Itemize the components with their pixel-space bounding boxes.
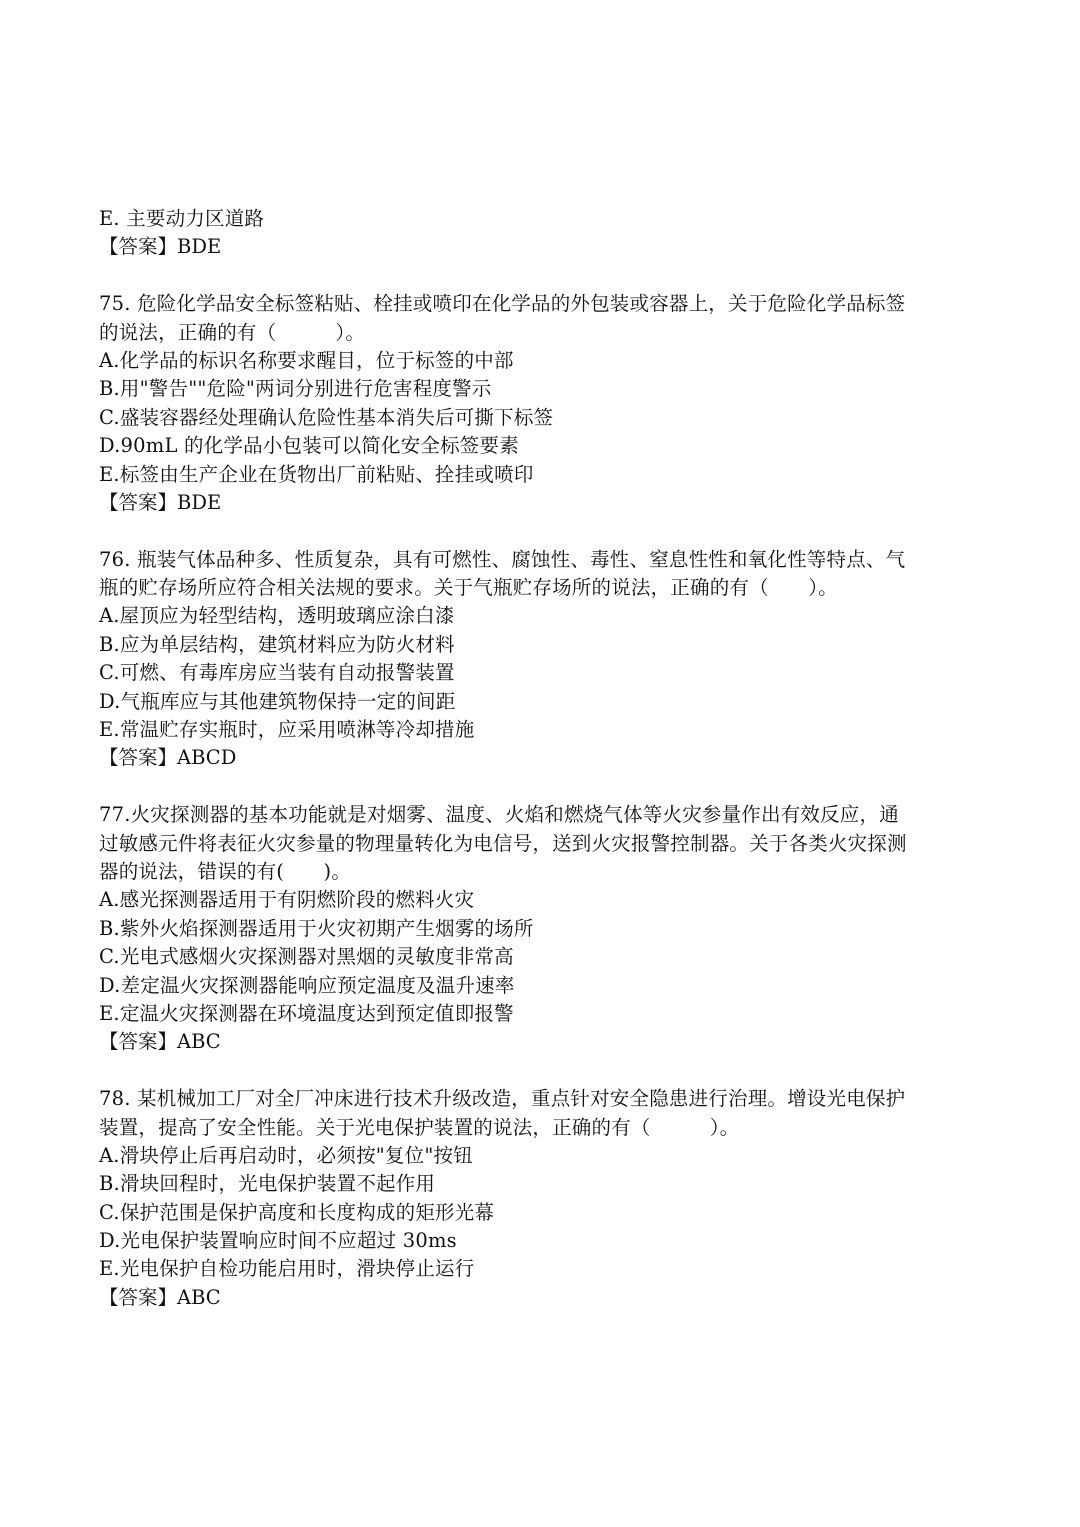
option-c: C.盛装容器经处理确认危险性基本消失后可撕下标签 <box>99 405 554 429</box>
option-a: A.滑块停止后再启动时，必须按"复位"按钮 <box>99 1143 473 1167</box>
option-d: D.差定温火灾探测器能响应预定温度及温升速率 <box>99 973 515 997</box>
option-e: E.定温火灾探测器在环境温度达到预定值即报警 <box>99 1001 514 1025</box>
option-e: E.标签由生产企业在货物出厂前粘贴、拴挂或喷印 <box>99 462 534 486</box>
spacer <box>99 773 984 801</box>
option-d: D.气瓶库应与其他建筑物保持一定的间距 <box>99 689 456 713</box>
spacer <box>99 262 984 290</box>
question-stem-line: 的说法，正确的有（ ）。 <box>99 320 366 344</box>
option-d: D.90mL 的化学品小包装可以简化安全标签要素 <box>99 434 519 458</box>
answer: 【答案】ABC <box>99 1030 221 1054</box>
option-b: B.应为单层结构，建筑材料应为防火材料 <box>99 632 455 656</box>
option-e: E. 主要动力区道路 <box>99 207 265 230</box>
option-c: C.可燃、有毒库房应当装有自动报警装置 <box>99 661 455 685</box>
question-stem-line: 76. 瓶装气体品种多、性质复杂，具有可燃性、腐蚀性、毒性、窒息性性和氧化性等特点、气 <box>99 547 906 571</box>
question-75 <box>99 290 984 517</box>
question-stem-line: 瓶的贮存场所应符合相关法规的要求。关于气瓶贮存场所的说法，正确的有（ ）。 <box>99 576 838 600</box>
document-page <box>99 205 984 1312</box>
question-stem-line: 75. 危险化学品安全标签粘贴、栓挂或喷印在化学品的外包装或容器上，关于危险化学品标签 <box>99 292 906 316</box>
option-e: E.光电保护自检功能启用时，滑块停止运行 <box>99 1257 475 1281</box>
question-stem-line: 78. 某机械加工厂对全厂冲床进行技术升级改造，重点针对安全隐患进行治理。增设光电保护 <box>99 1087 906 1111</box>
question-78 <box>99 1085 984 1312</box>
question-stem-line: 器的说法，错误的有( )。 <box>99 859 352 883</box>
spacer <box>99 517 984 545</box>
answer: 【答案】BDE <box>99 490 222 514</box>
option-b: B.紫外火焰探测器适用于火灾初期产生烟雾的场所 <box>99 916 534 940</box>
question-stem-line: 过敏感元件将表征火灾参量的物理量转化为电信号，送到火灾报警控制器。关于各类火灾探测 <box>99 831 907 855</box>
option-c: C.光电式感烟火灾探测器对黑烟的灵敏度非常高 <box>99 945 514 969</box>
option-e: E.常温贮存实瓶时，应采用喷淋等冷却措施 <box>99 718 475 742</box>
question-stem-line: 装置，提高了安全性能。关于光电保护装置的说法，正确的有（ ）。 <box>99 1115 740 1139</box>
answer: 【答案】ABC <box>99 1285 221 1309</box>
option-d: D.光电保护装置响应时间不应超过 30ms <box>99 1229 457 1253</box>
question-76 <box>99 546 984 773</box>
answer: 【答案】ABCD <box>99 746 237 770</box>
question-77 <box>99 801 984 1057</box>
option-a: A.感光探测器适用于有阴燃阶段的燃料火灾 <box>99 888 475 912</box>
answer: 【答案】BDE <box>99 235 222 259</box>
option-a: A.化学品的标识名称要求醒目，位于标签的中部 <box>99 348 514 372</box>
option-a: A.屋顶应为轻型结构，透明玻璃应涂白漆 <box>99 604 455 628</box>
option-b: B.用"警告""危险"两词分别进行危害程度警示 <box>99 377 492 401</box>
option-c: C.保护范围是保护高度和长度构成的矩形光幕 <box>99 1200 495 1224</box>
question-stem-line: 77.火灾探测器的基本功能就是对烟雾、温度、火焰和燃烧气体等火灾参量作出有效反应，通 <box>99 803 899 827</box>
spacer <box>99 1057 984 1085</box>
option-b: B.滑块回程时，光电保护装置不起作用 <box>99 1172 436 1196</box>
